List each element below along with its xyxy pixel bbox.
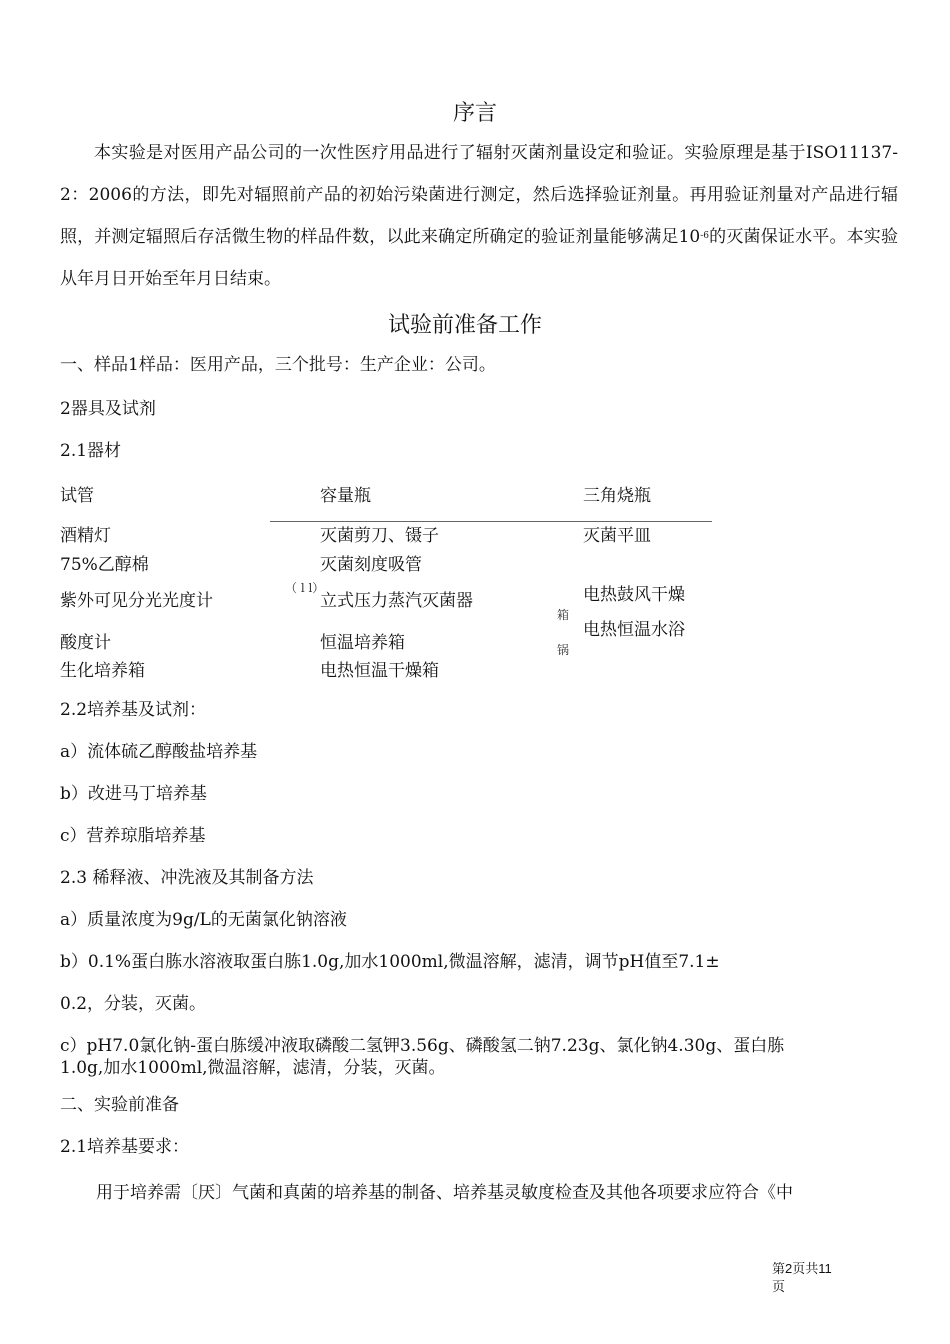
media-item-a: a）流体硫乙醇酸盐培养基	[60, 742, 258, 762]
equip-fragment-3: 锅	[557, 643, 570, 657]
dilution-item-b-line2: 0.2，分装，灭菌。	[60, 994, 207, 1014]
equip-r4-c1: 紫外可见分光光度计	[60, 591, 213, 611]
equip-r1-c2: 容量瓶	[320, 486, 371, 506]
equip-r4-c3: 电热鼓风干燥	[583, 585, 685, 605]
heading-2: 2器具及试剂	[60, 399, 156, 419]
last-paragraph: 用于培养需〔厌〕气菌和真菌的培养基的制备、培养基灵敏度检查及其他各项要求应符合《中	[96, 1183, 793, 1203]
media-item-c: c）营养琼脂培养基	[60, 826, 206, 846]
equip-r6-c1: 生化培养箱	[60, 661, 145, 681]
equip-r2-c2: 灭菌剪刀、镊子	[320, 526, 439, 546]
heading-2-1: 2.1器材	[60, 441, 122, 461]
section-title: 试验前准备工作	[388, 313, 543, 338]
intro-text-b: 的灭菌保证水平。本实验从年月日开始至年月日结束。	[60, 227, 898, 289]
equip-r5-c1: 酸度计	[60, 633, 111, 653]
equip-r4-c2: 立式压力蒸汽灭菌器	[320, 591, 473, 611]
dilution-item-a: a）质量浓度为9g/L的无菌氯化钠溶液	[60, 910, 347, 930]
equip-r5-c3: 电热恒温水浴	[583, 620, 685, 640]
page-number-line1: 第2页共11	[772, 1261, 832, 1276]
page-number-line2: 页	[772, 1279, 786, 1294]
dilution-item-c-line1: c）pH7.0氯化钠-蛋白胨缓冲液取磷酸二氢钾3.56g、磷酸氢二钠7.23g、氯化钠4.30g、蛋白胨	[60, 1036, 785, 1056]
intro-text-a: 本实验是对医用产品公司的一次性医疗用品进行了辐射灭菌剂量设定和验证。实验原理是基于ISO11137-2：2006的方法，即先对辐照前产品的初始污染菌进行测定，然后选择验证剂量。再用验证剂量对产品进行辐照，并测定辐照后存活微生物的样品件数，以此来确定所确定的验证剂量能够满足10	[60, 143, 898, 247]
intro-exponent: -6	[700, 231, 709, 241]
equip-fragment-2: 箱	[557, 608, 570, 622]
heading-2-2: 2.2培养基及试剂：	[60, 700, 207, 720]
heading-2-3: 2.3 稀释液、冲洗液及其制备方法	[60, 868, 314, 888]
equip-r1-c1: 试管	[60, 486, 94, 506]
equip-r1-c3: 三角烧瓶	[583, 486, 651, 506]
equip-r6-c2: 电热恒温干燥箱	[320, 661, 439, 681]
heading-two: 二、实验前准备	[60, 1095, 179, 1115]
equip-r2-c3: 灭菌平皿	[583, 526, 651, 546]
dilution-item-b-line1: b）0.1%蛋白胨水溶液取蛋白胨1.0g,加水1000ml,微温溶解，滤清，调节pH值至7.1±	[60, 952, 720, 972]
heading-two-1: 2.1培养基要求：	[60, 1137, 190, 1157]
page-title: 序言	[453, 101, 498, 126]
equip-r5-c2: 恒温培养箱	[320, 633, 405, 653]
equip-r2-c1: 酒精灯	[60, 526, 111, 546]
table-rule	[270, 521, 712, 522]
equip-r3-c2: 灭菌刻度吸管	[320, 555, 422, 575]
media-item-b: b）改进马丁培养基	[60, 784, 207, 804]
sample-line: 一、样品1样品：医用产品，三个批号：生产企业：公司。	[60, 355, 496, 375]
intro-paragraph	[60, 133, 898, 300]
dilution-item-c-line2: 1.0g,加水1000ml,微温溶解，滤清，分装，灭菌。	[60, 1058, 446, 1078]
equip-r3-c1: 75%乙醇棉	[60, 555, 149, 575]
equip-fragment-1: （ l l）	[285, 581, 325, 595]
